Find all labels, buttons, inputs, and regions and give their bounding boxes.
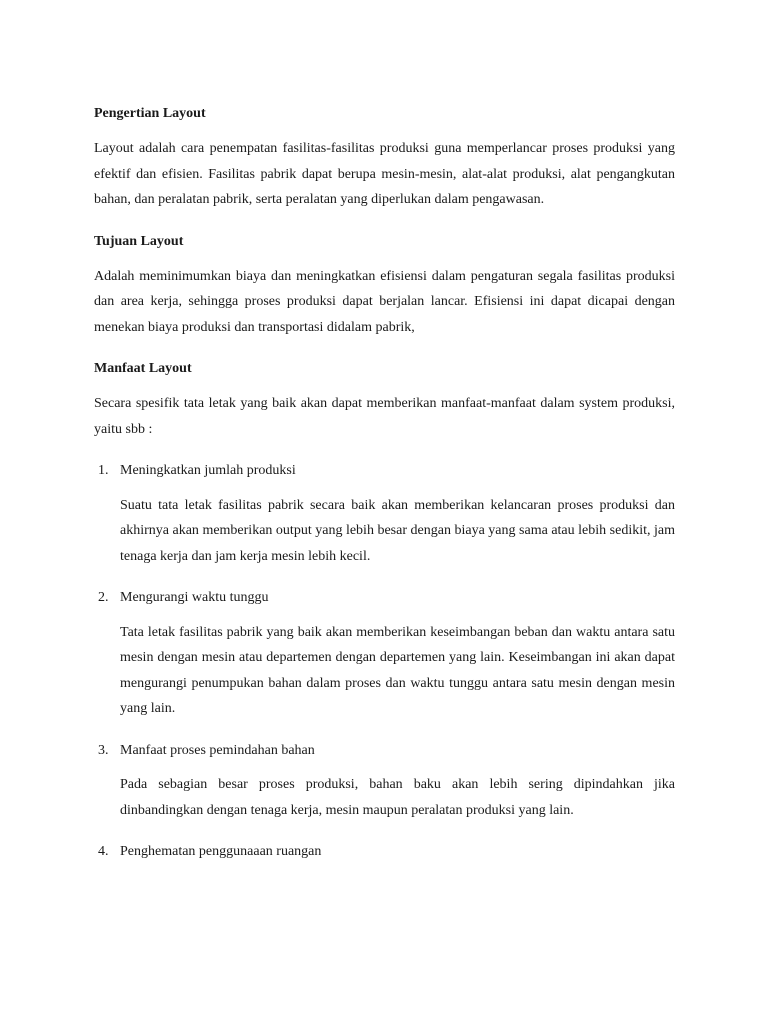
benefit-item-2 xyxy=(94,585,675,722)
benefit-body: Tata letak fasilitas pabrik yang baik akan memberikan keseimbangan beban dan waktu antara satu mesin dengan mesin atau departemen dengan departemen yang lain. Keseimbangan ini akan dapat mengurangi penumpukan bahan dalam proses dan waktu tunggu antara satu mesin dengan mesin yang lain. xyxy=(120,624,675,716)
benefit-title: Penghematan penggunaaan ruangan xyxy=(120,844,322,859)
benefit-title: Manfaat proses pemindahan bahan xyxy=(120,742,315,758)
benefit-item-3 xyxy=(94,738,675,824)
benefit-body: Suatu tata letak fasilitas pabrik secara baik akan memberikan kelancaran proses produksi dan akhirnya akan memberikan output yang lebih besar dengan biaya yang sama atau lebih sedikit, jam tenaga kerja dan jam kerja mesin lebih kecil. xyxy=(120,497,675,564)
section-paragraph-pengertian: Layout adalah cara penempatan fasilitas-fasilitas produksi guna memperlancar proses produksi yang efektif dan efisien. Fasilitas pabrik dapat berupa mesin-mesin, alat-alat produksi, alat pengangkutan bahan, dan peralatan pabrik, serta peralatan yang diperlukan dalam pengawasan. xyxy=(94,141,675,207)
benefit-item-1 xyxy=(94,458,675,569)
benefit-title: Mengurangi waktu tunggu xyxy=(120,590,269,605)
benefit-item-4 xyxy=(94,839,675,865)
section-paragraph-tujuan: Adalah meminimumkan biaya dan meningkatkan efisiensi dalam pengaturan segala fasilitas produksi dan area kerja, sehingga proses produksi dapat berjalan lancar. Efisiensi ini dapat dicapai dengan menekan biaya produksi dan transportasi didalam pabrik, xyxy=(94,268,675,335)
section-heading-tujuan: Tujuan Layout xyxy=(94,233,184,249)
section-heading-pengertian: Pengertian Layout xyxy=(94,106,206,121)
benefit-number: 2. xyxy=(98,590,109,605)
section-heading-manfaat: Manfaat Layout xyxy=(94,361,192,376)
benefit-title: Meningkatkan jumlah produksi xyxy=(120,463,296,478)
benefit-number: 4. xyxy=(98,844,109,859)
benefit-body: Pada sebagian besar proses produksi, bahan baku akan lebih sering dipindahkan jika dinbandingkan dengan tenaga kerja, mesin maupun peralatan produksi yang lain. xyxy=(120,777,675,818)
benefit-number: 1. xyxy=(98,463,109,478)
section-paragraph-manfaat: Secara spesifik tata letak yang baik akan dapat memberikan manfaat-manfaat dalam system produksi, yaitu sbb : xyxy=(94,396,675,437)
document-page xyxy=(94,101,675,865)
benefit-number: 3. xyxy=(98,742,109,758)
